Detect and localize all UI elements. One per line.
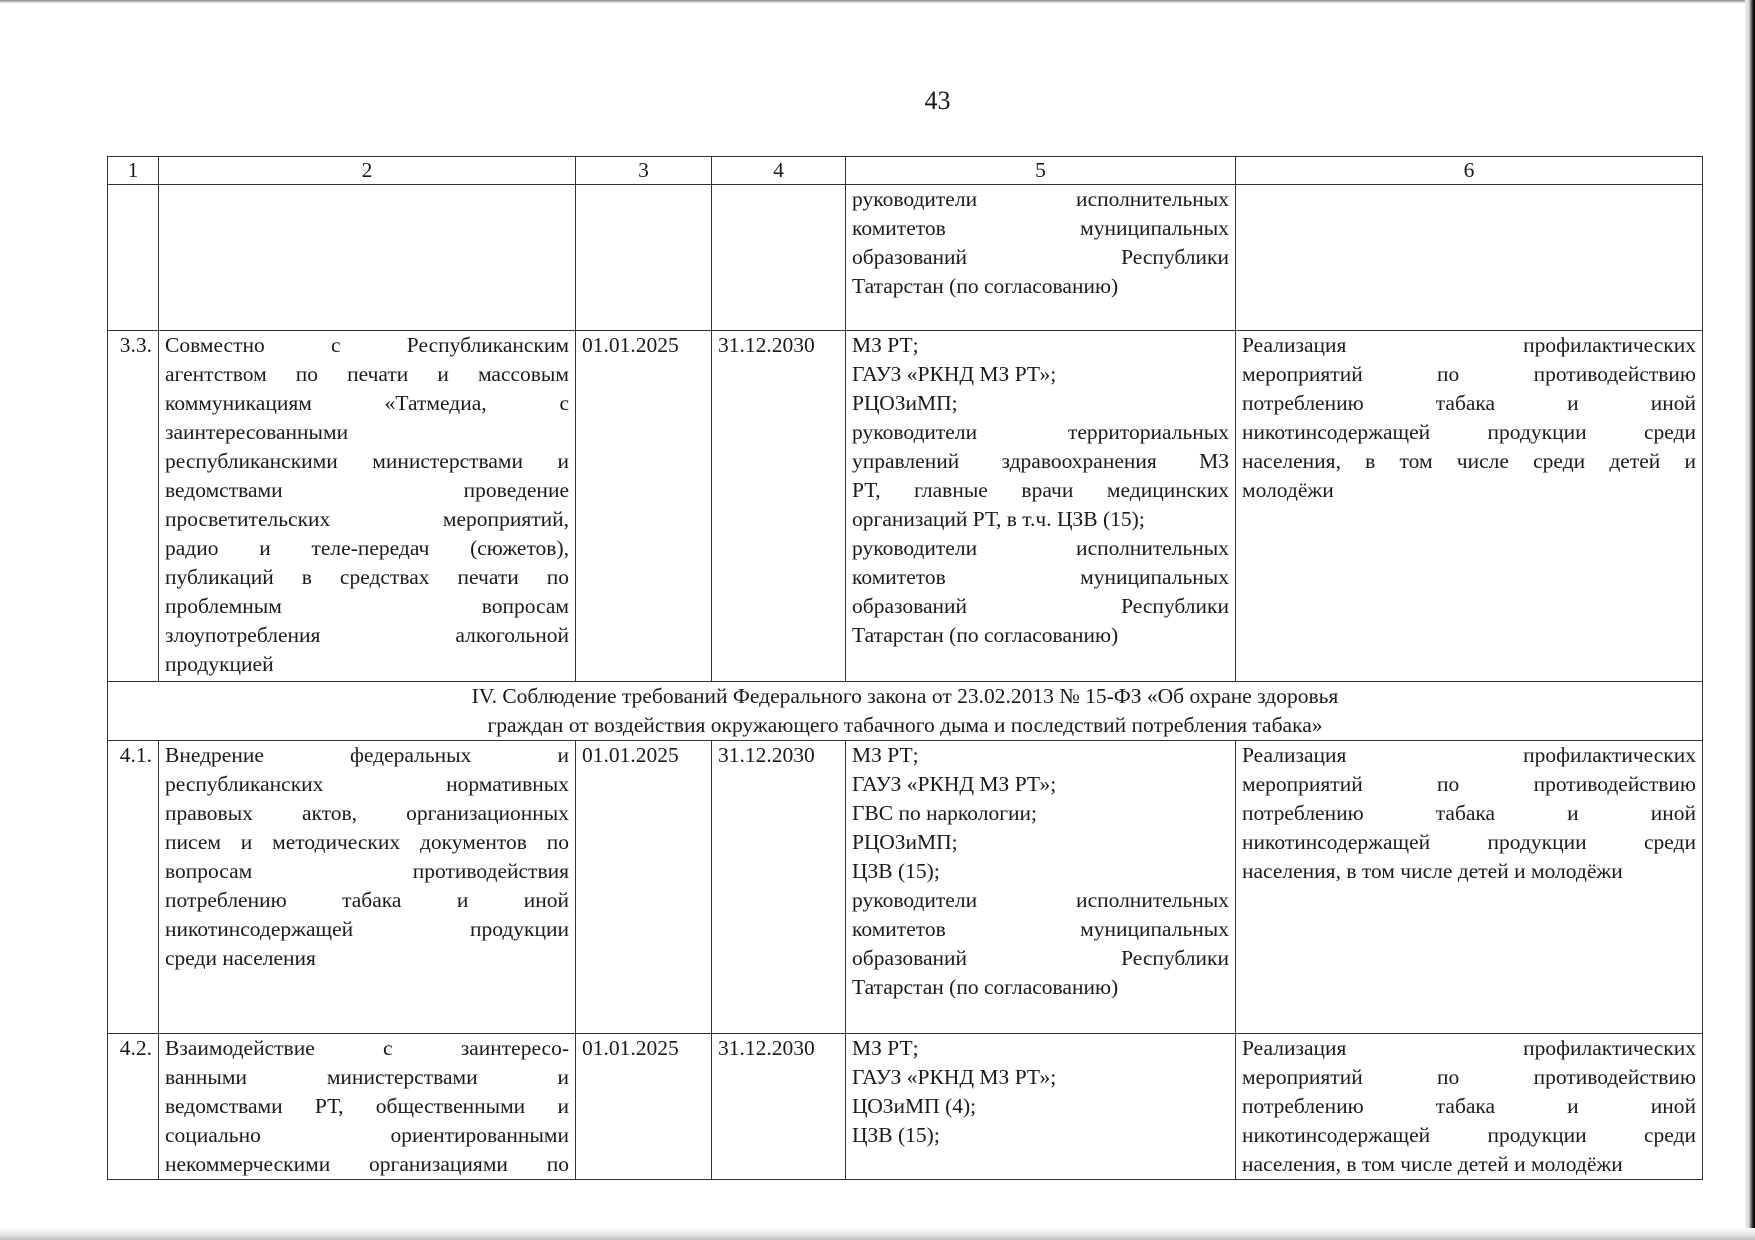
cell-text-line: потреблению табака и иной: [1242, 391, 1696, 415]
scan-top-edge: [0, 0, 1755, 3]
cell-text-line: руководители исполнительных: [852, 888, 1229, 912]
cell-text-line: комитетов муниципальных: [852, 917, 1229, 941]
cell-text-line: ГАУЗ «РКНД МЗ РТ»;: [852, 772, 1057, 796]
cell-text-line: управлений здравоохранения МЗ: [852, 449, 1229, 473]
result-cell: [1236, 741, 1703, 1034]
cell-text-line: образований Республики: [852, 594, 1229, 618]
column-header: 2: [159, 157, 576, 185]
cell-text-line: потреблению табака и иной: [1242, 801, 1696, 825]
cell-text-line: радио и теле-передач (сюжетов),: [165, 536, 569, 560]
section-heading-row: [108, 682, 1703, 741]
table-row-continuation: [108, 185, 1703, 331]
cell-text-line: образований Республики: [852, 245, 1229, 269]
column-header: 3: [576, 157, 712, 185]
cell-text-line: руководители исполнительных: [852, 187, 1229, 211]
table-row: [108, 741, 1703, 1034]
start-date-cell: [576, 185, 712, 331]
section-title-line-2: граждан от воздействия окружающего табачного дыма и последствий потребления табака»: [487, 713, 1323, 737]
cell-text-line: Внедрение федеральных и: [165, 743, 569, 767]
cell-text-line: никотинсодержащей продукции: [165, 917, 569, 941]
result-cell: [1236, 185, 1703, 331]
cell-text-line: МЗ РТ;: [852, 743, 919, 767]
column-header: 4: [712, 157, 846, 185]
cell-text-line: населения, в том числе среди детей и: [1242, 449, 1696, 473]
cell-text-line: молодёжи: [1242, 478, 1334, 502]
cell-text-line: ЦОЗиМП (4);: [852, 1094, 977, 1118]
column-header: 1: [108, 157, 159, 185]
cell-text-line: Реализация профилактических: [1242, 1036, 1696, 1060]
cell-text-line: заинтересованными: [165, 420, 349, 444]
cell-text-line: ЦЗВ (15);: [852, 859, 940, 883]
cell-text-line: мероприятий по противодействию: [1242, 362, 1696, 386]
cell-text-line: потреблению табака и иной: [165, 888, 569, 912]
activity-cell: [159, 185, 576, 331]
start-date-cell: 01.01.2025: [576, 1034, 712, 1180]
cell-text-line: ГАУЗ «РКНД МЗ РТ»;: [852, 1065, 1057, 1089]
cell-text-line: мероприятий по противодействию: [1242, 772, 1696, 796]
cell-text-line: Реализация профилактических: [1242, 333, 1696, 357]
end-date-cell: 31.12.2030: [712, 1034, 846, 1180]
start-date-cell: 01.01.2025: [576, 741, 712, 1034]
result-cell: [1236, 331, 1703, 682]
cell-text-line: некоммерческими организациями по: [165, 1152, 569, 1176]
cell-text-line: организаций РТ, в т.ч. ЦЗВ (15);: [852, 507, 1145, 531]
cell-text-line: республиканскими министерствами и: [165, 449, 569, 473]
column-number-header: [108, 157, 1703, 185]
cell-text-line: республиканских нормативных: [165, 772, 569, 796]
cell-text-line: ГВС по наркологии;: [852, 801, 1038, 825]
cell-text-line: Татарстан (по согласованию): [852, 274, 1119, 298]
cell-text-line: ЦЗВ (15);: [852, 1123, 940, 1147]
row-number: 4.2.: [108, 1034, 159, 1180]
start-date-cell: 01.01.2025: [576, 331, 712, 682]
cell-text-line: Татарстан (по согласованию): [852, 623, 1119, 647]
cell-text-line: просветительских мероприятий,: [165, 507, 569, 531]
cell-text-line: Взаимодействие с заинтересо-: [165, 1036, 569, 1060]
cell-text-line: ведомствами проведение: [165, 478, 569, 502]
end-date-cell: 31.12.2030: [712, 741, 846, 1034]
cell-text-line: РТ, главные врачи медицинских: [852, 478, 1229, 502]
cell-text-line: МЗ РТ;: [852, 1036, 919, 1060]
table-row: [108, 331, 1703, 682]
section-heading: [108, 682, 1703, 741]
column-header: 6: [1236, 157, 1703, 185]
cell-text-line: продукцией: [165, 652, 274, 676]
cell-text-line: Совместно с Республиканским: [165, 333, 569, 357]
responsible-cell: [846, 741, 1236, 1034]
cell-text-line: руководители территориальных: [852, 420, 1229, 444]
cell-text-line: населения, в том числе детей и молодёжи: [1242, 859, 1623, 883]
cell-text-line: МЗ РТ;: [852, 333, 919, 357]
cell-text-line: проблемным вопросам: [165, 594, 569, 618]
cell-text-line: агентством по печати и массовым: [165, 362, 569, 386]
cell-text-line: образований Республики: [852, 946, 1229, 970]
end-date-cell: 31.12.2030: [712, 331, 846, 682]
cell-text-line: Татарстан (по согласованию): [852, 975, 1119, 999]
cell-text-line: писем и методических документов по: [165, 830, 569, 854]
cell-text-line: коммуникациям «Татмедиа, с: [165, 391, 569, 415]
activity-cell: [159, 331, 576, 682]
row-number: 3.3.: [108, 331, 159, 682]
responsible-cell: [846, 185, 1236, 331]
scan-right-edge: [1745, 0, 1755, 1240]
activity-cell: [159, 741, 576, 1034]
cell-text-line: комитетов муниципальных: [852, 216, 1229, 240]
cell-text-line: публикаций в средствах печати по: [165, 565, 569, 589]
cell-text-line: мероприятий по противодействию: [1242, 1065, 1696, 1089]
responsible-cell: [846, 1034, 1236, 1180]
cell-text-line: потреблению табака и иной: [1242, 1094, 1696, 1118]
end-date-cell: [712, 185, 846, 331]
column-header: 5: [846, 157, 1236, 185]
section-title-line-1: IV. Соблюдение требований Федерального закона от 23.02.2013 № 15-ФЗ «Об охране здоровья: [471, 684, 1339, 708]
cell-text-line: РЦОЗиМП;: [852, 830, 958, 854]
cell-text-line: ведомствами РТ, общественными и: [165, 1094, 569, 1118]
cell-text-line: никотинсодержащей продукции среди: [1242, 830, 1696, 854]
cell-text-line: ГАУЗ «РКНД МЗ РТ»;: [852, 362, 1057, 386]
cell-text-line: вопросам противодействия: [165, 859, 569, 883]
page-number: 43: [924, 86, 951, 115]
cell-text-line: руководители исполнительных: [852, 536, 1229, 560]
cell-text-line: никотинсодержащей продукции среди: [1242, 1123, 1696, 1147]
scan-bottom-edge: [0, 1228, 1755, 1240]
cell-text-line: ванными министерствами и: [165, 1065, 569, 1089]
cell-text-line: злоупотребления алкогольной: [165, 623, 569, 647]
table-row: [108, 1034, 1703, 1180]
action-plan-table: [107, 156, 1703, 1180]
cell-text-line: среди населения: [165, 946, 316, 970]
cell-text-line: Реализация профилактических: [1242, 743, 1696, 767]
cell-text-line: комитетов муниципальных: [852, 565, 1229, 589]
cell-text-line: социально ориентированными: [165, 1123, 569, 1147]
responsible-cell: [846, 331, 1236, 682]
activity-cell: [159, 1034, 576, 1180]
cell-text-line: правовых актов, организационных: [165, 801, 569, 825]
cell-text-line: никотинсодержащей продукции среди: [1242, 420, 1696, 444]
cell-text-line: населения, в том числе детей и молодёжи: [1242, 1152, 1623, 1176]
row-number: 4.1.: [108, 741, 159, 1034]
cell-text-line: РЦОЗиМП;: [852, 391, 958, 415]
row-number: [108, 185, 159, 331]
result-cell: [1236, 1034, 1703, 1180]
